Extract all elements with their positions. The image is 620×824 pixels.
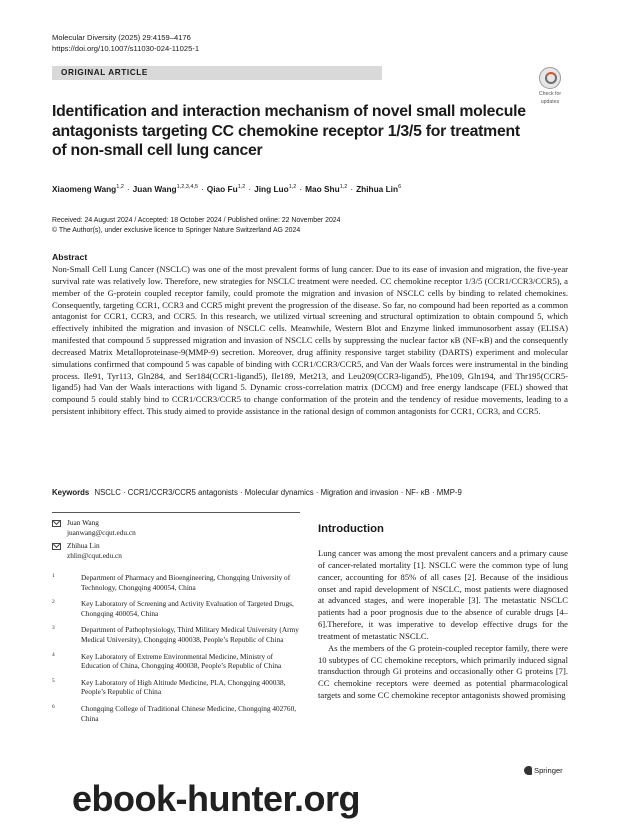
check-for-updates-badge[interactable] (533, 67, 567, 103)
abstract-text: Non-Small Cell Lung Cancer (NSCLC) was one of the most prevalent forms of lung cancer. Due to its ease of invasion and migration, the five-year survival rate was relatively low. Therefore, new strategies for NSCLC treatment were needed. CC chemokine receptor 1/3/5 (CCR1/CCR3/CCR5), a member of the G-protein coupled receptor family, could promote the migration and invasion of NSCLC cells by binding to related chemokines. Consequently, targeting CCR1, CCR3 and CCR5 might prevent the progression of the disease. So far, no compound had been reported as a common antagonist for CCR1, CCR3, and CCR5. In this research, we utilized virtual screening and structural optimization to obtain compound 5, which effectively inhibited the migration and invasion of NSCLC cells. Meanwhile, Western Blot and Enzyme linked immunosorbent assay (ELISA) manifested that compound 5 suppressed migration and invasion of NSCLC cells by suppressing the nuclear factor κB (NF-κB) and the consequently decreased Matrix Metalloproteinase-9(MMP-9) secretion. Moreover, drug affinity responsive target stability (DARTS) experiment and molecular simulations confirmed that compound 5 was capable of binding with CCR1/CCR3/CCR5, and Van der Waals forces were instrumental in the binding process. Ile91, Tyr113, Gln284, and Ser184(CCR1-ligand5), Ile189, Met213, and Leu209(CCR3-ligand5), Phe109, Gln194, and Thr195(CCR5-ligand5) had Van der Waals interactions with ligand 5. Dynamic cross-correlation matrix (DCCM) and free energy landscape (FEL) showed that compound 5 could stably bind to CCR1/CCR3/CCR5 to change conformation of the protein and the tendency of residue movements, leading to a persistent inhibitory effect. This study aimed to provide assistance in the rational design of common antagonists for CCR1, CCR3, and CCR5. (52, 264, 568, 417)
springer-horse-icon (524, 766, 532, 775)
journal-header (52, 33, 199, 54)
journal-citation: Molecular Diversity (2025) 29:4159–4176 (52, 33, 191, 42)
affiliation-number: 3 (52, 625, 55, 632)
author-separator: · (201, 184, 204, 194)
affiliation-text: Key Laboratory of Screening and Activity Evaluation of Targeted Drugs, Chongqing 400054, China (81, 599, 294, 618)
article-type-banner: ORIGINAL ARTICLE (52, 66, 382, 80)
abstract-heading: Abstract (52, 252, 88, 262)
article-title: Identification and interaction mechanism of novel small molecule antagonists targeting CC chemokine receptor 1/3/5 for treatment of non-small cell lung cancer (52, 103, 526, 159)
contact-entry (52, 541, 300, 560)
contact-email[interactable]: juanwang@cqut.edu.cn (67, 527, 136, 537)
doi-link[interactable]: https://doi.org/10.1007/s11030-024-11025-1 (52, 43, 200, 53)
publisher-logo (524, 766, 563, 775)
affiliation-item (52, 599, 302, 618)
affiliation-number: 4 (52, 651, 55, 658)
author-separator: · (248, 184, 252, 194)
affiliation-number: 1 (52, 573, 55, 579)
author-name[interactable]: Mao Shu$^{1,2}$ (305, 184, 348, 194)
affiliation-number: 6 (52, 703, 55, 710)
affiliation-text: Key Laboratory of High Altitude Medicine, PLA, Chongqing 400038, People’s Republic of China (81, 677, 286, 697)
keywords-list: NSCLC · CCR1/CCR3/CCR5 antagonists · Molecular dynamics · Migration and invasion · NF- κB · MMP-9 (94, 488, 462, 497)
affiliation-item (52, 704, 302, 723)
affiliation-item (52, 625, 302, 644)
contact-email[interactable]: zhlin@cqut.edu.cn (67, 550, 122, 560)
keywords (52, 487, 568, 498)
author-separator: · (126, 184, 130, 194)
publication-history: Received: 24 August 2024 / Accepted: 18 October 2024 / Published online: 22 November 2024 (52, 217, 341, 224)
footnote-divider (52, 512, 300, 513)
article-dates (52, 216, 340, 236)
affiliation-text: Department of Pharmacy and Bioengineering, Chongqing University of Technology, Chongqing 400054, China (81, 573, 291, 592)
contact-name: Zhihua Lin (67, 541, 100, 551)
check-for-updates-line1: Check for (538, 91, 562, 97)
envelope-icon (52, 543, 61, 550)
affiliation-item (52, 573, 302, 592)
watermark: ebook-hunter.org (72, 778, 360, 819)
introduction-paragraph: Lung cancer was among the most prevalent cancers and a primary cause of cancer-related mortality [1]. NSCLC were the common type of lung cancer, accounting for 85% of all cases [2]. Because of the insidious onset and rapid development of NSCLC, most patients were diagnosed at advanced stages, and were inoperable [3]. The metastatic NSCLC patients had a poor prognosis due to the absence of curable drugs [4–6].Therefore, it was imperative to develop effective drugs for the treatment of metastatic NSCLC. (318, 548, 568, 641)
check-for-updates-line2: updates (540, 99, 560, 105)
affiliation-text: Department of Pathophysiology, Third Military Medical University (Army Medical University), Chongqing 400038, People’s Republic of China (81, 625, 299, 644)
author-separator: · (350, 184, 354, 194)
author-affiliation-marker: 1,2,3,4,5 (176, 184, 199, 190)
introduction-body (318, 548, 568, 702)
affiliation-text: Key Laboratory of Extreme Environmental Medicine, Ministry of Education of China, Chongqing 400038, People’s Republic of China (81, 651, 282, 671)
author-name[interactable]: Zhihua Lin$^6$ (356, 184, 402, 194)
contact-entry (52, 518, 300, 537)
introduction-paragraph: As the members of the G protein-coupled receptor family, there were 10 subtypes of CC chemokine receptors, which primarily induced signal transduction through Gi proteins and occasionally other G proteins [7]. CC chemokine receptors were deemed as potential pharmacological targets and some CC chemokine receptor antagonists showed promising (318, 642, 568, 701)
author-affiliation-marker: 1,2 (339, 184, 348, 190)
author-name[interactable]: Juan Wang$^{1,2,3,4,5}$ (132, 184, 199, 194)
author-affiliation-marker: 1,2 (237, 184, 246, 190)
author-list (52, 181, 572, 195)
author-affiliation-marker: 1,2 (116, 184, 124, 190)
introduction-heading: Introduction (318, 523, 384, 535)
envelope-icon (52, 520, 61, 527)
check-for-updates-icon (539, 67, 561, 89)
author-name[interactable]: Qiao Fu$^{1,2}$ (206, 184, 246, 194)
affiliation-list (52, 573, 302, 730)
affiliation-number: 2 (52, 599, 55, 606)
keywords-label: Keywords (52, 488, 90, 497)
author-affiliation-marker: 1,2 (288, 184, 297, 190)
author-name[interactable]: Xiaomeng Wang$^{1,2}$ (52, 184, 124, 194)
author-separator: · (299, 184, 303, 194)
publisher-name: Springer (534, 766, 563, 775)
affiliation-item (52, 678, 302, 697)
affiliation-text: Chongqing College of Traditional Chinese Medicine, Chongqing 402760, China (81, 703, 297, 723)
author-affiliation-marker: 6 (398, 184, 402, 190)
contact-name: Juan Wang (67, 518, 99, 527)
copyright-notice: © The Author(s), under exclusive licence to Springer Nature Switzerland AG 2024 (52, 226, 301, 234)
corresponding-authors (52, 518, 300, 564)
affiliation-number: 5 (52, 677, 55, 684)
affiliation-item (52, 652, 302, 671)
author-name[interactable]: Jing Luo$^{1,2}$ (254, 184, 297, 194)
